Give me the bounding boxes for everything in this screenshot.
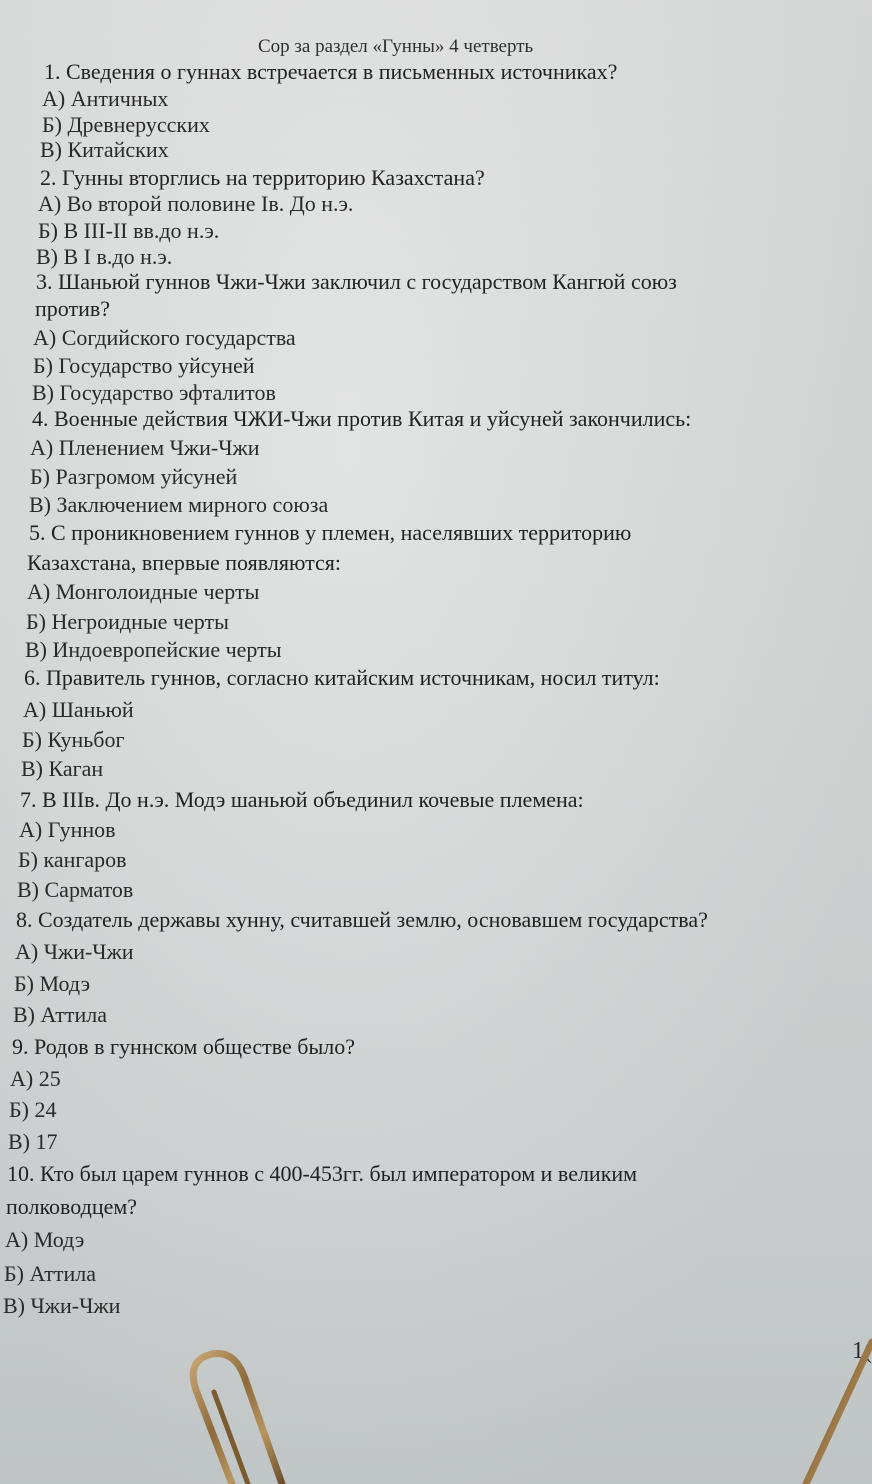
- question-5-option-b: Б) Негроидные черты: [26, 609, 229, 634]
- question-5-text-line-1: 5. С проникновением гуннов у племен, населявших территорию: [29, 520, 632, 545]
- question-10-option-a: А) Модэ: [5, 1227, 85, 1252]
- question-4-text: 4. Военные действия ЧЖИ-Чжи против Китая и уйсуней закончились:: [32, 406, 692, 431]
- question-3-text-line-2: против?: [35, 296, 111, 321]
- question-2-option-c: В) В I в.до н.э.: [36, 244, 173, 269]
- question-7-option-b: Б) кангаров: [18, 847, 127, 872]
- question-4-option-b: Б) Разгромом уйсуней: [30, 464, 238, 489]
- question-7-option-a: А) Гуннов: [19, 817, 116, 842]
- question-6-option-a: А) Шаньюй: [23, 697, 134, 722]
- question-3-option-b: Б) Государство уйсуней: [33, 353, 255, 378]
- question-8-text: 8. Создатель державы хунну, считавшей землю, основавшем государства?: [16, 907, 708, 932]
- question-9-text: 9. Родов в гуннском обществе было?: [12, 1034, 355, 1059]
- question-5-text-line-2: Казахстана, впервые появляются:: [27, 550, 341, 575]
- question-2-option-a: А) Во второй половине Iв. До н.э.: [38, 191, 354, 216]
- question-10-option-c: В) Чжи-Чжи: [3, 1293, 121, 1318]
- question-9-option-b: Б) 24: [9, 1097, 57, 1122]
- question-10-option-b: Б) Аттила: [4, 1261, 96, 1286]
- question-10-text-line-1: 10. Кто был царем гуннов с 400-453гг. был императором и великим: [7, 1161, 638, 1186]
- question-4-option-c: В) Заключением мирного союза: [29, 492, 329, 517]
- question-1-option-b: Б) Древнерусских: [42, 112, 210, 137]
- question-3-option-a: А) Согдийского государства: [33, 325, 296, 350]
- question-8-option-a: А) Чжи-Чжи: [15, 939, 134, 964]
- question-5-option-a: А) Монголоидные черты: [27, 579, 260, 604]
- question-6-option-c: В) Каган: [21, 756, 104, 781]
- question-6-text: 6. Правитель гуннов, согласно китайским источникам, носил титул:: [24, 665, 660, 690]
- question-2-text: 2. Гунны вторглись на территорию Казахстана?: [40, 165, 485, 190]
- question-1-option-a: А) Античных: [42, 86, 169, 111]
- question-4-option-a: А) Пленением Чжи-Чжи: [30, 435, 260, 460]
- question-1-option-c: В) Китайских: [40, 137, 169, 162]
- question-3-text-line-1: 3. Шаньюй гуннов Чжи-Чжи заключил с государством Кангюй союз: [36, 269, 677, 294]
- question-3-option-c: В) Государство эфталитов: [32, 380, 276, 405]
- question-9-option-c: В) 17: [8, 1129, 58, 1154]
- question-6-option-b: Б) Куньбог: [22, 727, 125, 752]
- question-5-option-c: В) Индоевропейские черты: [25, 637, 282, 662]
- question-7-option-c: В) Сарматов: [17, 877, 134, 902]
- question-8-option-b: Б) Модэ: [14, 971, 91, 996]
- question-8-option-c: В) Аттила: [13, 1002, 108, 1027]
- document-title: Сор за раздел «Гунны» 4 четверть: [258, 36, 534, 57]
- question-7-text: 7. В IIIв. До н.э. Модэ шаньюй объединил кочевые племена:: [20, 787, 584, 812]
- question-1-text: 1. Сведения о гуннах встречается в письменных источниках?: [44, 59, 618, 84]
- page-number: 1(: [852, 1338, 872, 1364]
- question-10-text-line-2: полководцем?: [6, 1194, 138, 1219]
- question-9-option-a: А) 25: [10, 1066, 61, 1091]
- question-2-option-b: Б) В III-II вв.до н.э.: [38, 218, 220, 243]
